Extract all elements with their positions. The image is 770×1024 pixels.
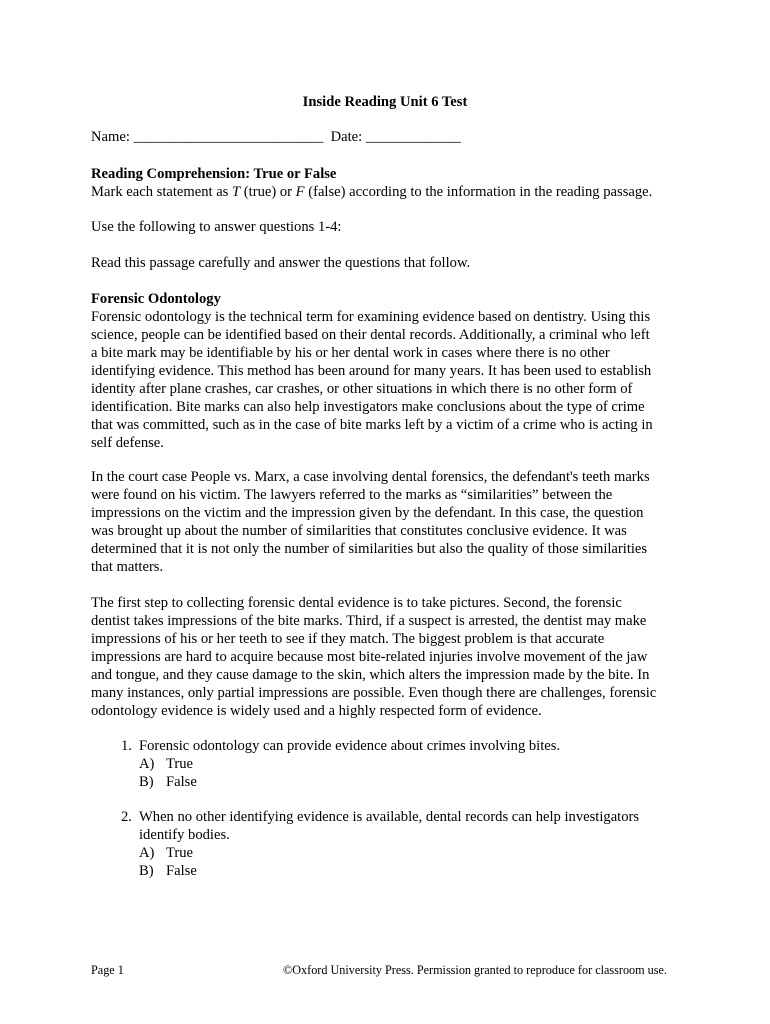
page-number: Page 1 bbox=[91, 963, 124, 977]
paragraph-line: self defense. bbox=[91, 435, 164, 451]
name-field-label: Name: __________________________ bbox=[91, 129, 324, 145]
paragraph-line: a bite mark may be identifiable by his or her dental work in cases where there is no other bbox=[91, 345, 610, 361]
paragraph-line: In the court case People vs. Marx, a case involving dental forensics, the defendant's teeth marks bbox=[91, 469, 650, 485]
copyright-notice: ©Oxford University Press. Permission granted to reproduce for classroom use. bbox=[283, 963, 667, 977]
option-text: False bbox=[166, 774, 197, 790]
paragraph-line: were found on his victim. The lawyers referred to the marks as “similarities” between the bbox=[91, 487, 613, 503]
false-letter: F bbox=[295, 184, 305, 200]
paragraph-line: science, people can be identified based on their dental records. Additionally, a criminal who left bbox=[91, 327, 650, 343]
option-text: False bbox=[166, 863, 197, 879]
option-letter: A) bbox=[139, 756, 155, 772]
answer-option-a[interactable] bbox=[121, 844, 681, 862]
answer-option-a[interactable] bbox=[121, 755, 681, 773]
paragraph-line: impressions of his or her teeth to see if they match. The biggest problem is that accurate bbox=[91, 631, 605, 647]
question-text: When no other identifying evidence is available, dental records can help investigators bbox=[139, 809, 640, 825]
question-text: Forensic odontology can provide evidence about crimes involving bites. bbox=[139, 738, 561, 754]
option-text: True bbox=[166, 845, 194, 861]
paragraph-line: impressions on the victim and the impression given by the defendant. In this case, the question bbox=[91, 505, 644, 521]
question-number: 2. bbox=[121, 809, 132, 825]
option-letter: B) bbox=[139, 774, 154, 790]
question-number: 1. bbox=[121, 738, 132, 754]
option-text: True bbox=[166, 756, 194, 772]
question-text-continued: identify bodies. bbox=[139, 827, 230, 843]
paragraph-line: dentist takes impressions of the bite marks. Third, if a suspect is arrested, the dentist may make bbox=[91, 613, 647, 629]
passage-paragraph-1 bbox=[91, 308, 681, 452]
paragraph-line: Forensic odontology is the technical term for examining evidence based on dentistry. Using this bbox=[91, 309, 651, 325]
paragraph-line: The first step to collecting forensic dental evidence is to take pictures. Second, the forensic bbox=[91, 595, 622, 611]
paragraph-line: and tongue, and they cause damage to the skin, which alters the impression made by the bite. In bbox=[91, 667, 650, 683]
paragraph-line: determined that it is not only the number of similarities but also the quality of those similarities bbox=[91, 541, 648, 557]
section-heading: Reading Comprehension: True or False bbox=[91, 166, 337, 182]
passage-title: Forensic Odontology bbox=[91, 291, 221, 307]
paragraph-line: impressions are hard to acquire because most bite-related injuries involve movement of the jaw bbox=[91, 649, 648, 665]
paragraph-line: that matters. bbox=[91, 559, 164, 575]
true-letter: T bbox=[232, 184, 241, 200]
page-title: Inside Reading Unit 6 Test bbox=[302, 94, 468, 110]
paragraph-line: odontology evidence is widely used and a highly respected form of evidence. bbox=[91, 703, 542, 719]
paragraph-line: identity after plane crashes, car crashes, or other situations in which there is no other form of bbox=[91, 381, 633, 397]
name-date-line bbox=[91, 128, 461, 146]
question-1 bbox=[121, 737, 681, 791]
question-2 bbox=[121, 808, 681, 880]
read-passage-text: Read this passage carefully and answer the questions that follow. bbox=[91, 255, 471, 271]
answer-option-b[interactable] bbox=[121, 862, 681, 880]
use-following-text: Use the following to answer questions 1-4: bbox=[91, 219, 342, 235]
answer-option-b[interactable] bbox=[121, 773, 681, 791]
date-field-label: Date: _____________ bbox=[330, 129, 461, 145]
passage-paragraph-2 bbox=[91, 468, 681, 576]
paragraph-line: identifying evidence. This method has been around for many years. It has been used to establish bbox=[91, 363, 652, 379]
instruction-text: Mark each statement as T (true) or F (false) according to the information in the reading passage. bbox=[91, 184, 653, 200]
paragraph-line: was brought up about the number of similarities that constitutes conclusive evidence. It was bbox=[91, 523, 627, 539]
paragraph-line: identification. Bite marks can also help investigators make conclusions about the type of crime bbox=[91, 399, 645, 415]
option-letter: B) bbox=[139, 863, 154, 879]
paragraph-line: many instances, only partial impressions are possible. Even though there are challenges, forensic bbox=[91, 685, 657, 701]
paragraph-line: that was committed, such as in the case of bite marks left by a victim of a crime who is acting in bbox=[91, 417, 653, 433]
option-letter: A) bbox=[139, 845, 155, 861]
passage-paragraph-3 bbox=[91, 594, 681, 720]
